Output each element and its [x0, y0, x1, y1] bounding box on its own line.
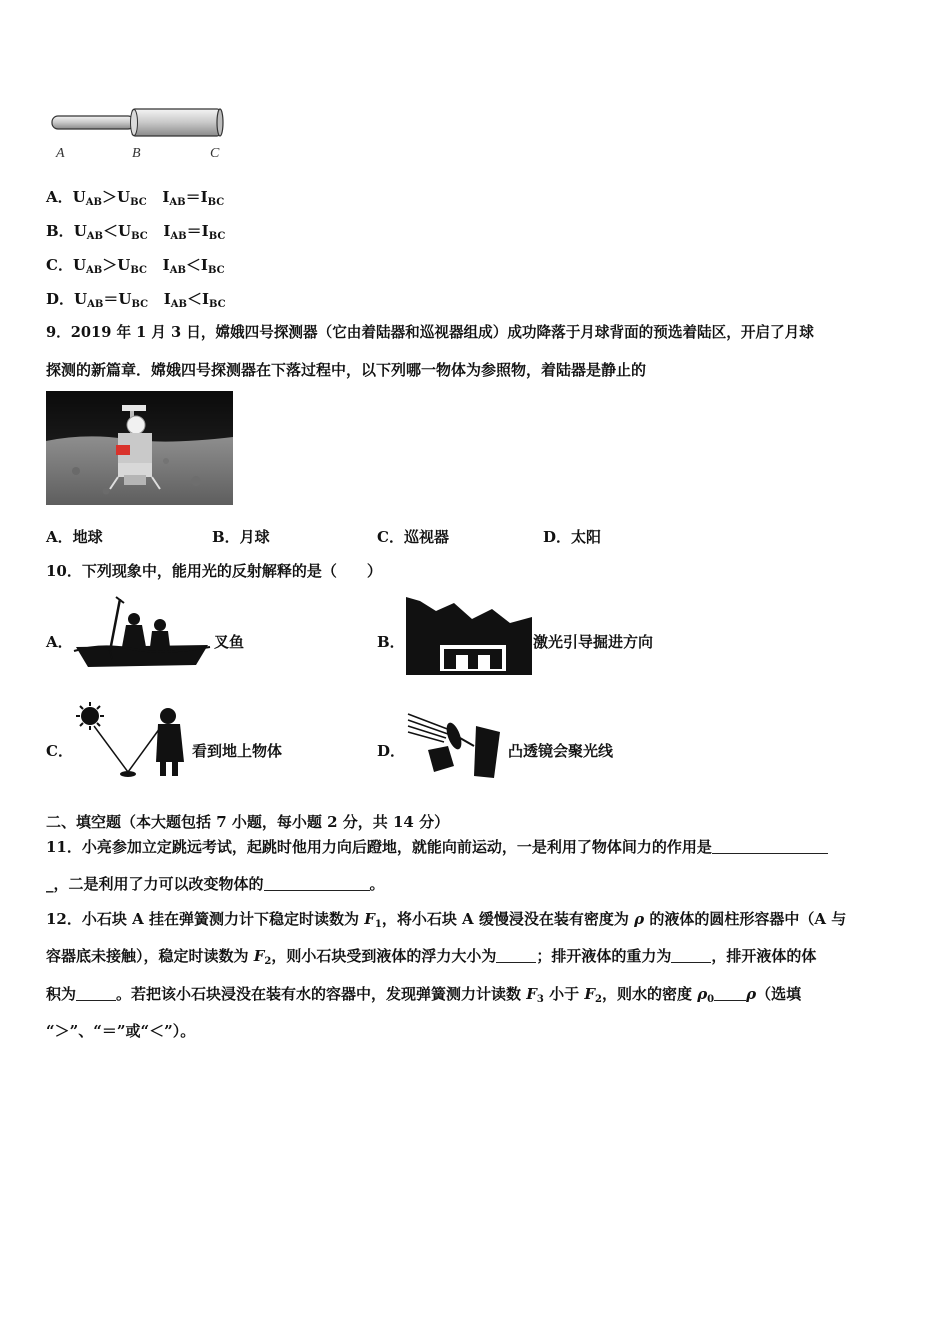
q10-option-b-caption: 激光引导掘进方向: [533, 633, 654, 651]
q12-line-1: 12．小石块 A 挂在弹簧测力计下稳定时读数为 $F_1$，将小石块 A 缓慢浸没在装有密度为 ρ 的液体的圆柱形容器中（A 与: [46, 910, 847, 930]
q12-blank-volume[interactable]: [76, 986, 116, 1001]
section-2-heading: 二、填空题（本大题包括 7 小题，每小题 2 分，共 14 分）: [46, 813, 450, 831]
q9-stem-line-1: 9．2019 年 1 月 3 日，嫦娥四号探测器（它由着陆器和巡视器组成）成功降落于月球背面的预选着陆区，开启了月球: [46, 324, 814, 341]
q11-line-2: _，二是利用了力可以改变物体的 。: [46, 875, 385, 893]
q9-option-a: A．地球: [46, 528, 103, 546]
q10-option-b-letter: B．: [377, 633, 405, 651]
spear-fishing-illustration: [72, 595, 212, 675]
q8-option-b: B．$U_{AB}<U_{BC}$ $I_{AB}=I_{BC}$: [46, 222, 226, 242]
q11-blank-1[interactable]: [712, 839, 828, 854]
q12-line-3: 积为 。若把该小石块浸没在装有水的容器中，发现弹簧测力计读数 $F_3$ 小于 $F_2$，则水的密度 $\rho_0$ ρ（选填: [46, 985, 802, 1005]
q12-blank-compare[interactable]: [714, 986, 746, 1001]
q10-stem: 10．下列现象中，能用光的反射解释的是（ ）: [46, 562, 382, 580]
laser-tunnel-illustration: [406, 597, 532, 675]
convex-lens-illustration: [404, 706, 506, 780]
q11-line-1: 11．小亮参加立定跳远考试，起跳时他用力向后蹬地，就能向前运动，一是利用了物体间力的作用是: [46, 836, 828, 858]
lunar-lander-photo: [46, 391, 233, 505]
q12-blank-buoyancy[interactable]: [496, 948, 536, 963]
q9-option-d: D．太阳: [543, 528, 602, 546]
q10-option-d-letter: D．: [377, 742, 406, 760]
q10-option-a-letter: A．: [46, 633, 73, 651]
q8-option-a: A．$U_{AB}>U_{BC}$ $I_{AB}=I_{BC}$: [46, 188, 225, 208]
q9-option-b: B．月球: [212, 528, 270, 546]
sun-reflection-illustration: [72, 700, 190, 780]
q8-option-c: C．$U_{AB}>U_{BC}$ $I_{AB}<I_{BC}$: [46, 256, 225, 276]
q12-line-2: 容器底未接触），稳定时读数为 $F_2$，则小石块受到液体的浮力大小为 ；排开液体的重力为 ，排开液体的体: [46, 947, 817, 967]
q10-option-d-caption: 凸透镜会聚光线: [508, 742, 614, 760]
q9-stem-line-2: 探测的新篇章．嫦娥四号探测器在下落过程中，以下列哪一物体为参照物，着陆器是静止的: [46, 361, 647, 379]
q9-option-c: C．巡视器: [377, 528, 449, 546]
wire-label-b: B: [132, 146, 141, 161]
wire-label-a: A: [56, 146, 65, 161]
wire-label-c: C: [210, 146, 220, 161]
q12-blank-weight[interactable]: [671, 948, 711, 963]
q10-option-c-letter: C．: [46, 742, 73, 760]
wire-figure: [46, 104, 236, 168]
q10-option-a-caption: 叉鱼: [214, 633, 245, 651]
wire-diagram: [46, 104, 236, 168]
q10-option-c-caption: 看到地上物体: [192, 742, 283, 760]
q11-blank-2[interactable]: [264, 876, 370, 891]
q12-line-4: “＞”、“＝”或“＜”）。: [46, 1022, 196, 1040]
q8-option-d: D．$U_{AB}=U_{BC}$ $I_{AB}<I_{BC}$: [46, 290, 226, 310]
